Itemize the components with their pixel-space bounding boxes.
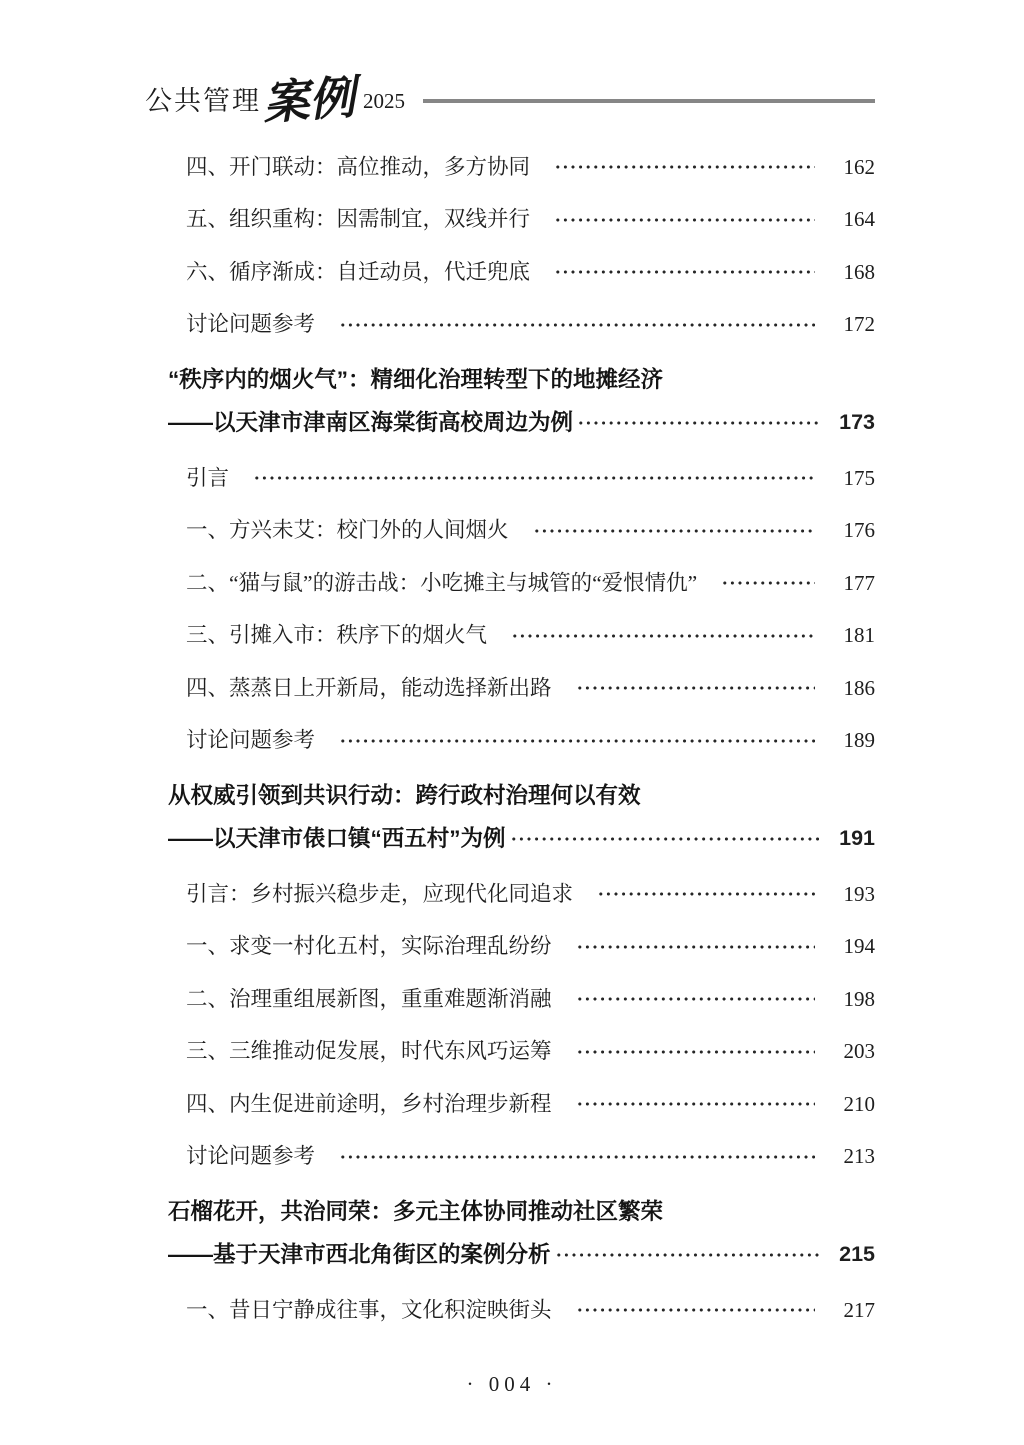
- toc-entry: [168, 452, 875, 505]
- entry-label: 三、引摊入市：秩序下的烟火气: [186, 623, 488, 648]
- chapter-subtitle: [168, 403, 875, 443]
- dot-leader: [511, 625, 815, 647]
- dot-leader: [555, 1244, 819, 1266]
- toc-entry: [168, 715, 875, 768]
- page-number: 162: [843, 154, 875, 179]
- toc-entry: [168, 505, 875, 558]
- dot-leader: [576, 1093, 815, 1115]
- toc-entry: [168, 868, 875, 921]
- dot-leader: [576, 1041, 815, 1063]
- entry-label: 讨论问题参考: [186, 1144, 316, 1169]
- toc-entry: [168, 973, 875, 1026]
- toc-entry: [168, 1026, 875, 1079]
- folio-page-number: · 004 ·: [466, 1372, 558, 1396]
- entry-label: 四、开门联动：高位推动，多方协同: [186, 154, 531, 179]
- dot-leader: [533, 520, 815, 542]
- dot-leader: [554, 156, 815, 178]
- entry-label: 六、循序渐成：自迁动员，代迁兜底: [186, 259, 531, 284]
- entry-label: 引言: [186, 465, 230, 490]
- page-number: 177: [843, 570, 875, 595]
- entry-label: 四、蒸蒸日上开新局，能动选择新出路: [186, 675, 552, 700]
- entry-label: 从权威引领到共识行动：跨行政村治理何以有效: [168, 783, 641, 809]
- dot-leader: [576, 677, 815, 699]
- page-number: 172: [843, 312, 875, 337]
- dot-leader: [577, 412, 819, 434]
- toc-entry: [168, 921, 875, 974]
- entry-label: “秩序内的烟火气”：精细化治理转型下的地摊经济: [168, 367, 664, 393]
- chapter-title: [168, 1190, 875, 1235]
- brand-title: 公共管理: [145, 85, 261, 116]
- dot-leader: [554, 261, 815, 283]
- entry-label: 一、求变一村化五村，实际治理乱纷纷: [186, 934, 552, 959]
- entry-label: 一、昔日宁静成往事，文化积淀映街头: [186, 1297, 552, 1322]
- page-number: 198: [843, 986, 875, 1011]
- toc-entry: [168, 1078, 875, 1131]
- chapter-subtitle: [168, 1235, 875, 1275]
- dot-leader: [510, 828, 819, 850]
- running-head: [145, 66, 875, 136]
- toc-entry: [168, 1131, 875, 1184]
- dot-leader: [576, 936, 815, 958]
- page-number: 181: [843, 623, 875, 648]
- dot-leader: [721, 572, 815, 594]
- dot-leader: [576, 1299, 815, 1321]
- dot-leader: [339, 314, 815, 336]
- entry-label: ——以天津市俵口镇“西五村”为例: [168, 825, 506, 851]
- page-number: 176: [843, 518, 875, 543]
- toc-entry: [168, 299, 875, 352]
- toc-entry: [168, 194, 875, 247]
- dot-leader: [576, 988, 815, 1010]
- brand-script-title: 案例: [261, 72, 357, 130]
- entry-label: 二、治理重组展新图，重重难题渐消融: [186, 986, 552, 1011]
- page-number: 193: [843, 881, 875, 906]
- toc-entry: [168, 246, 875, 299]
- entry-label: 讨论问题参考: [186, 728, 316, 753]
- toc-entry: [168, 141, 875, 194]
- page-number: 217: [843, 1297, 875, 1322]
- toc: [168, 141, 875, 1337]
- entry-label: 引言：乡村振兴稳步走，应现代化同追求: [186, 881, 574, 906]
- entry-label: 一、方兴未艾：校门外的人间烟火: [186, 518, 509, 543]
- chapter-subtitle: [168, 819, 875, 859]
- page-number: 213: [843, 1144, 875, 1169]
- entry-label: 石榴花开，共治同荣：多元主体协同推动社区繁荣: [168, 1199, 664, 1225]
- chapter-title: [168, 358, 875, 403]
- dot-leader: [554, 209, 815, 231]
- page-number: 164: [843, 207, 875, 232]
- chapter-title: [168, 774, 875, 819]
- page-number: 168: [843, 259, 875, 284]
- entry-label: 讨论问题参考: [186, 312, 316, 337]
- entry-label: 五、组织重构：因需制宜，双线并行: [186, 207, 531, 232]
- header-rule: [423, 99, 875, 103]
- toc-entry: [168, 662, 875, 715]
- entry-label: ——以天津市津南区海棠街高校周边为例: [168, 409, 574, 435]
- page-number: 203: [843, 1039, 875, 1064]
- page-number: 173: [839, 410, 875, 435]
- dot-leader: [597, 883, 815, 905]
- dot-leader: [253, 467, 815, 489]
- toc-entry: [168, 610, 875, 663]
- brand-year: 2025: [363, 88, 405, 113]
- dot-leader: [339, 730, 815, 752]
- page-number: 189: [843, 728, 875, 753]
- toc-entry: [168, 557, 875, 610]
- entry-label: 四、内生促进前途明，乡村治理步新程: [186, 1091, 552, 1116]
- page-number: 191: [839, 826, 875, 851]
- entry-label: ——基于天津市西北角街区的案例分析: [168, 1241, 551, 1267]
- page-number: 186: [843, 675, 875, 700]
- page-number: 194: [843, 934, 875, 959]
- page-number: 175: [843, 465, 875, 490]
- entry-label: 二、“猫与鼠”的游击战：小吃摊主与城管的“爱恨情仇”: [186, 570, 698, 595]
- dot-leader: [339, 1146, 815, 1168]
- toc-entry: [168, 1284, 875, 1337]
- entry-label: 三、三维推动促发展，时代东风巧运筹: [186, 1039, 552, 1064]
- page-number: 210: [843, 1091, 875, 1116]
- page-number: 215: [839, 1242, 875, 1267]
